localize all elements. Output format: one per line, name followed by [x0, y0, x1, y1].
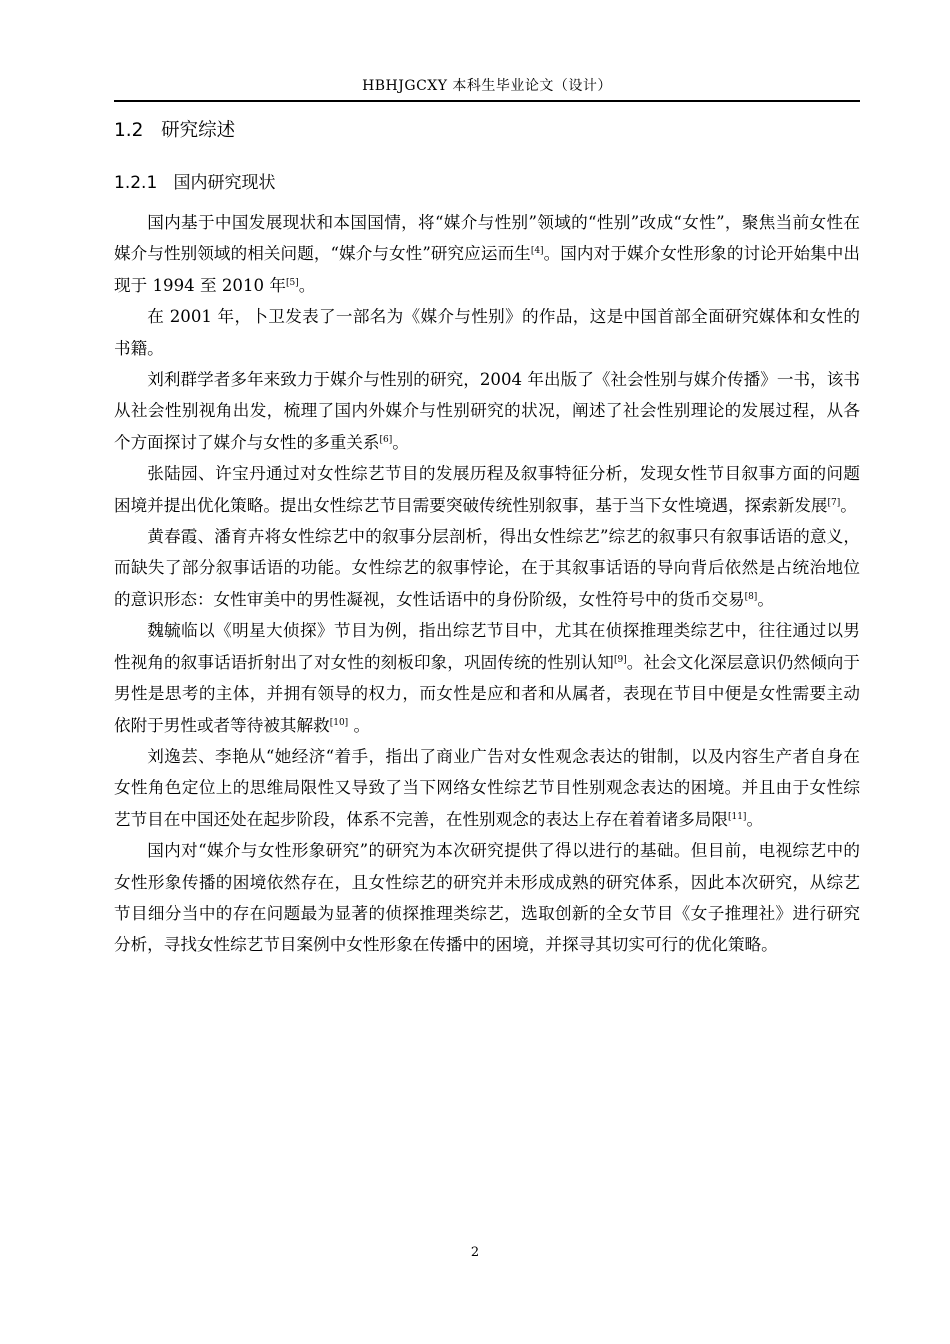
paragraph-text: 在 2001 年，卜卫发表了一部名为《媒介与性别》的作品，这是中国首部全面研究媒体和女性的书籍。: [114, 307, 860, 358]
citation-ref: [8]: [744, 591, 758, 602]
paragraph-text: 国内基于中国发展现状和本国国情，将“媒介与性别”领域的“性别”改成“女性”，聚焦当前女性在媒介与性别领域的相关问题，“媒介与女性”研究应运而生: [114, 213, 860, 264]
section-heading: [114, 118, 235, 144]
body-text: [114, 207, 860, 961]
paragraph-text: 。: [392, 432, 409, 452]
subsection-heading: [114, 170, 275, 196]
paragraph-text: 。: [298, 275, 316, 295]
header-rule: [114, 100, 860, 102]
subsection-number: 1.2.1: [114, 173, 158, 193]
page-header: HBHJGCXY 本科生毕业论文（设计）: [362, 78, 612, 94]
paragraph-text: 。国内对于媒介女性形象的讨论开始集中出现于 1994 至 2010 年: [114, 244, 861, 295]
paragraph: [114, 458, 860, 521]
paragraph-text: 张陆园、许宝丹通过对女性综艺节目的发展历程及叙事特征分析，发现女性节目叙事方面的问题困境并提出优化策略。提出女性综艺节目需要突破传统性别叙事，基于当下女性境遇，探索新发展: [114, 464, 860, 515]
paragraph-text: 。: [757, 589, 774, 609]
paragraph-text: 。: [348, 715, 371, 735]
paragraph-text: 国内对“媒介与女性形象研究”的研究为本次研究提供了得以进行的基础。但目前，电视综艺中的女性形象传播的困境依然存在，且女性综艺的研究并未形成成熟的研究体系，因此本次研究，从综艺节目细分当中的存在问题最为显著的侦探推理类综艺，选取创新的全女节目《女子推理社》进行研究分析，寻找女性综艺节目案例中女性形象在传播中的困境，并探寻其切实可行的优化策略。: [114, 841, 860, 955]
paragraph: [114, 615, 860, 741]
paragraph: [114, 521, 860, 615]
paragraph-text: 。: [840, 495, 857, 515]
paragraph: [114, 741, 860, 835]
citation-ref: [10]: [329, 717, 349, 728]
citation-ref: [9]: [613, 654, 627, 665]
citation-ref: [4]: [530, 246, 544, 257]
paragraph-text: 黄春霞、潘育卉将女性综艺中的叙事分层剖析，得出女性综艺”综艺的叙事只有叙事话语的意义，而缺失了部分叙事话语的功能。女性综艺的叙事悖论，在于其叙事话语的导向背后依然是占统治地位的意识形态：女性审美中的男性凝视，女性话语中的身份阶级，女性符号中的货币交易: [114, 527, 860, 609]
page-number: 2: [470, 1245, 480, 1260]
citation-ref: [5]: [285, 277, 299, 288]
paragraph: [114, 207, 860, 301]
paragraph: [114, 835, 860, 961]
subsection-title: 国内研究现状: [173, 173, 276, 193]
paragraph-text: 。社会文化深层意识仍然倾向于男性是思考的主体，并拥有领导的权力，而女性是应和者和从属者，表现在节目中便是女性需要主动依附于男性或者等待被其解救: [114, 652, 861, 735]
paragraph-text: 刘逸芸、李艳从“她经济“着手，指出了商业广告对女性观念表达的钳制，以及内容生产者自身在女性角色定位上的思维局限性又导致了当下网络女性综艺节目性别观念表达的困境。并且由于女性综艺节目在中国还处在起步阶段，体系不完善，在性别观念的表达上存在着着诸多局限: [114, 746, 860, 829]
citation-ref: [7]: [827, 497, 841, 508]
paragraph-text: 刘利群学者多年来致力于媒介与性别的研究，2004 年出版了《社会性别与媒介传播》一书，该书从社会性别视角出发，梳理了国内外媒介与性别研究的状况，阐述了社会性别理论的发展过程，从各个方面探讨了媒介与女性的多重关系: [114, 370, 860, 452]
citation-ref: [6]: [379, 434, 393, 445]
section-number: 1.2: [114, 120, 144, 141]
paragraph-text: 魏毓临以《明星大侦探》节目为例，指出综艺节目中，尤其在侦探推理类综艺中，往往通过以男性视角的叙事话语折射出了对女性的刻板印象，巩固传统的性别认知: [114, 621, 860, 672]
section-title: 研究综述: [161, 120, 236, 141]
citation-ref: [11]: [727, 811, 747, 822]
paragraph: [114, 364, 860, 458]
paragraph: [114, 301, 860, 364]
paragraph-text: 。: [746, 809, 764, 829]
